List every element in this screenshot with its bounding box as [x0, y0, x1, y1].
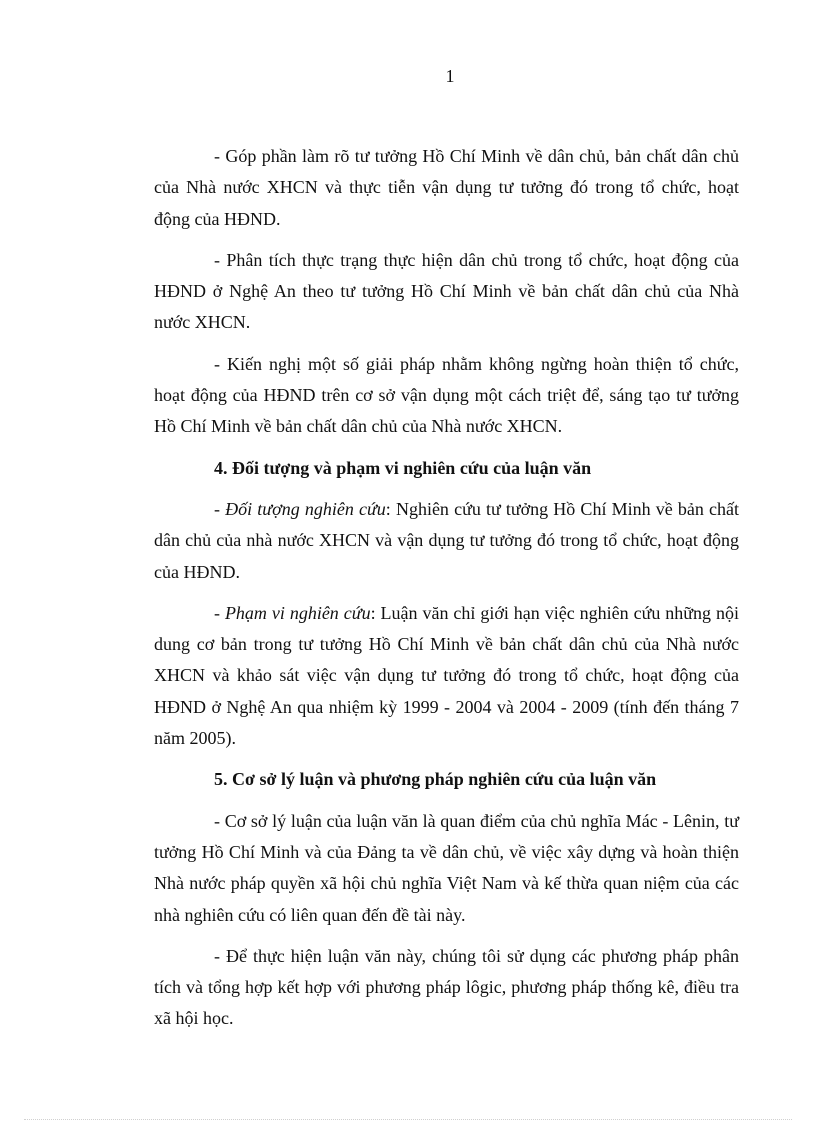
research-scope-label: - Phạm vi nghiên cứu	[214, 602, 371, 623]
objective-paragraph-1: - Góp phần làm rõ tư tưởng Hồ Chí Minh về dân chủ, bản chất dân chủ của Nhà nước XHCN và thực tiễn vận dụng tư tưởng đó trong tổ chức, hoạt động của HĐND.	[154, 146, 739, 229]
research-scope-text: : Luận văn chỉ giới hạn việc nghiên cứu những nội dung cơ bản trong tư tưởng Hồ Chí Minh về bản chất dân chủ của Nhà nước XHCN và khảo sát việc vận dụng tư tưởng đó trong tổ chức, hoạt động của HĐND ở Nghệ An qua nhiệm kỳ 1999 - 2004 và 2004 - 2009 (tính đến tháng 7 năm 2005).	[154, 602, 739, 749]
document-body	[154, 141, 739, 1045]
section-heading-4: 4. Đối tượng và phạm vi nghiên cứu của luận văn	[214, 457, 592, 478]
research-scope-paragraph	[154, 598, 739, 754]
research-subject-paragraph	[154, 494, 739, 588]
section-heading-5: 5. Cơ sở lý luận và phương pháp nghiên cứu của luận văn	[214, 769, 657, 790]
theory-basis-paragraph: - Cơ sở lý luận của luận văn là quan điểm của chủ nghĩa Mác - Lênin, tư tưởng Hồ Chí Minh và của Đảng ta về dân chủ, về việc xây dựng và hoàn thiện Nhà nước pháp quyền xã hội chủ nghĩa Việt Nam và kế thừa quan niệm của các nhà nghiên cứu có liên quan đến đề tài này.	[154, 810, 739, 925]
objective-paragraph-2: - Phân tích thực trạng thực hiện dân chủ trong tổ chức, hoạt động của HĐND ở Nghệ An theo tư tưởng Hồ Chí Minh về bản chất dân chủ của Nhà nước XHCN.	[154, 249, 739, 333]
page-number: 1	[445, 66, 455, 86]
footer-divider	[24, 1119, 792, 1120]
research-subject-label: - Đối tượng nghiên cứu	[214, 498, 386, 519]
objective-paragraph-3: - Kiến nghị một số giải pháp nhằm không ngừng hoàn thiện tổ chức, hoạt động của HĐND trên cơ sở vận dụng một cách triệt để, sáng tạo tư tưởng Hồ Chí Minh về bản chất dân chủ của Nhà nước XHCN.	[154, 353, 739, 437]
research-subject-text: : Nghiên cứu tư tưởng Hồ Chí Minh về bản chất dân chủ của nhà nước XHCN và vận dụng tư tưởng đó trong tổ chức, hoạt động của HĐND.	[154, 498, 739, 582]
methods-paragraph: - Để thực hiện luận văn này, chúng tôi sử dụng các phương pháp phân tích và tổng hợp kết hợp với phương pháp lôgic, phương pháp thống kê, điều tra xã hội học.	[154, 945, 739, 1029]
